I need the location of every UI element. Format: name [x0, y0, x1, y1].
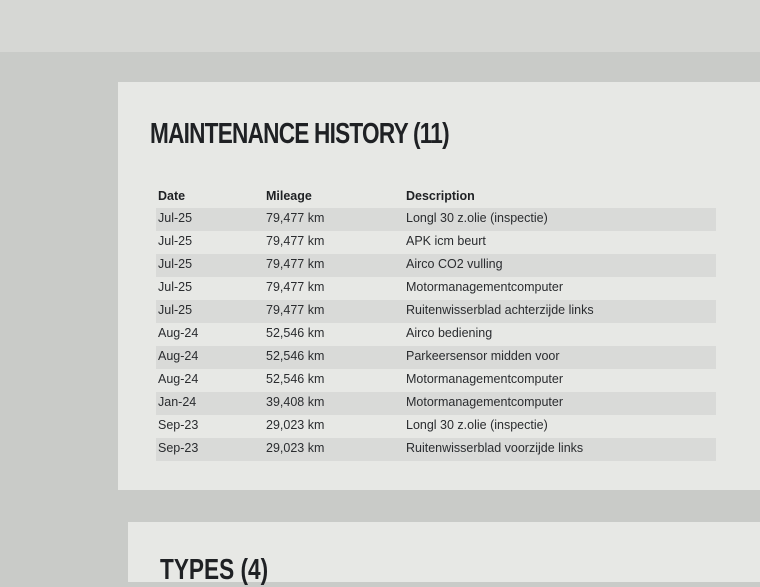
description-cell: Ruitenwisserblad voorzijde links: [406, 441, 584, 455]
description-cell: Motormanagementcomputer: [406, 395, 564, 409]
description-cell: APK icm beurt: [406, 234, 486, 248]
mileage-cell: 79,477 km: [266, 234, 325, 248]
description-cell: Airco bediening: [406, 326, 493, 340]
mileage-cell: 52,546 km: [266, 372, 325, 386]
description-cell: Longl 30 z.olie (inspectie): [406, 418, 548, 432]
date-cell: Sep-23: [158, 441, 199, 455]
mileage-cell: 79,477 km: [266, 303, 325, 317]
date-cell: Jul-25: [158, 234, 193, 248]
types-section: [128, 522, 760, 586]
top-band: [0, 0, 760, 52]
description-cell: Airco CO2 vulling: [406, 257, 503, 271]
table-row: [156, 254, 716, 277]
table-row: [156, 323, 716, 346]
table-row: [156, 208, 716, 231]
date-cell: Jul-25: [158, 257, 193, 271]
description-cell: Ruitenwisserblad achterzijde links: [406, 303, 594, 317]
description-cell: Motormanagementcomputer: [406, 280, 564, 294]
maintenance-history-section: [118, 82, 760, 490]
date-cell: Aug-24: [158, 372, 199, 386]
table-row: [156, 231, 716, 254]
maintenance-history-title: MAINTENANCE HISTORY (11): [150, 118, 449, 150]
date-cell: Jul-25: [158, 211, 193, 225]
date-cell: Jan-24: [158, 395, 197, 409]
table-row: [156, 277, 716, 300]
mileage-cell: 29,023 km: [266, 441, 325, 455]
mileage-cell: 29,023 km: [266, 418, 325, 432]
table-body: [156, 208, 716, 461]
column-header-description: Description: [406, 189, 475, 203]
description-cell: Longl 30 z.olie (inspectie): [406, 211, 548, 225]
date-cell: Jul-25: [158, 280, 193, 294]
date-cell: Aug-24: [158, 349, 199, 363]
mileage-cell: 79,477 km: [266, 280, 325, 294]
mileage-cell: 52,546 km: [266, 326, 325, 340]
date-cell: Sep-23: [158, 418, 199, 432]
table-row: [156, 392, 716, 415]
table-row: [156, 438, 716, 461]
date-cell: Jul-25: [158, 303, 193, 317]
description-cell: Parkeersensor midden voor: [406, 349, 560, 363]
mileage-cell: 79,477 km: [266, 257, 325, 271]
mileage-cell: 52,546 km: [266, 349, 325, 363]
types-title: TYPES (4): [160, 554, 269, 586]
table-row: [156, 300, 716, 323]
column-header-date: Date: [158, 189, 186, 203]
table-row: [156, 369, 716, 392]
table-row: [156, 346, 716, 369]
description-cell: Motormanagementcomputer: [406, 372, 564, 386]
table-header-row: [156, 186, 716, 208]
mileage-cell: 79,477 km: [266, 211, 325, 225]
date-cell: Aug-24: [158, 326, 199, 340]
column-header-mileage: Mileage: [266, 189, 312, 203]
mileage-cell: 39,408 km: [266, 395, 325, 409]
table-row: [156, 415, 716, 438]
maintenance-table: [156, 186, 716, 461]
